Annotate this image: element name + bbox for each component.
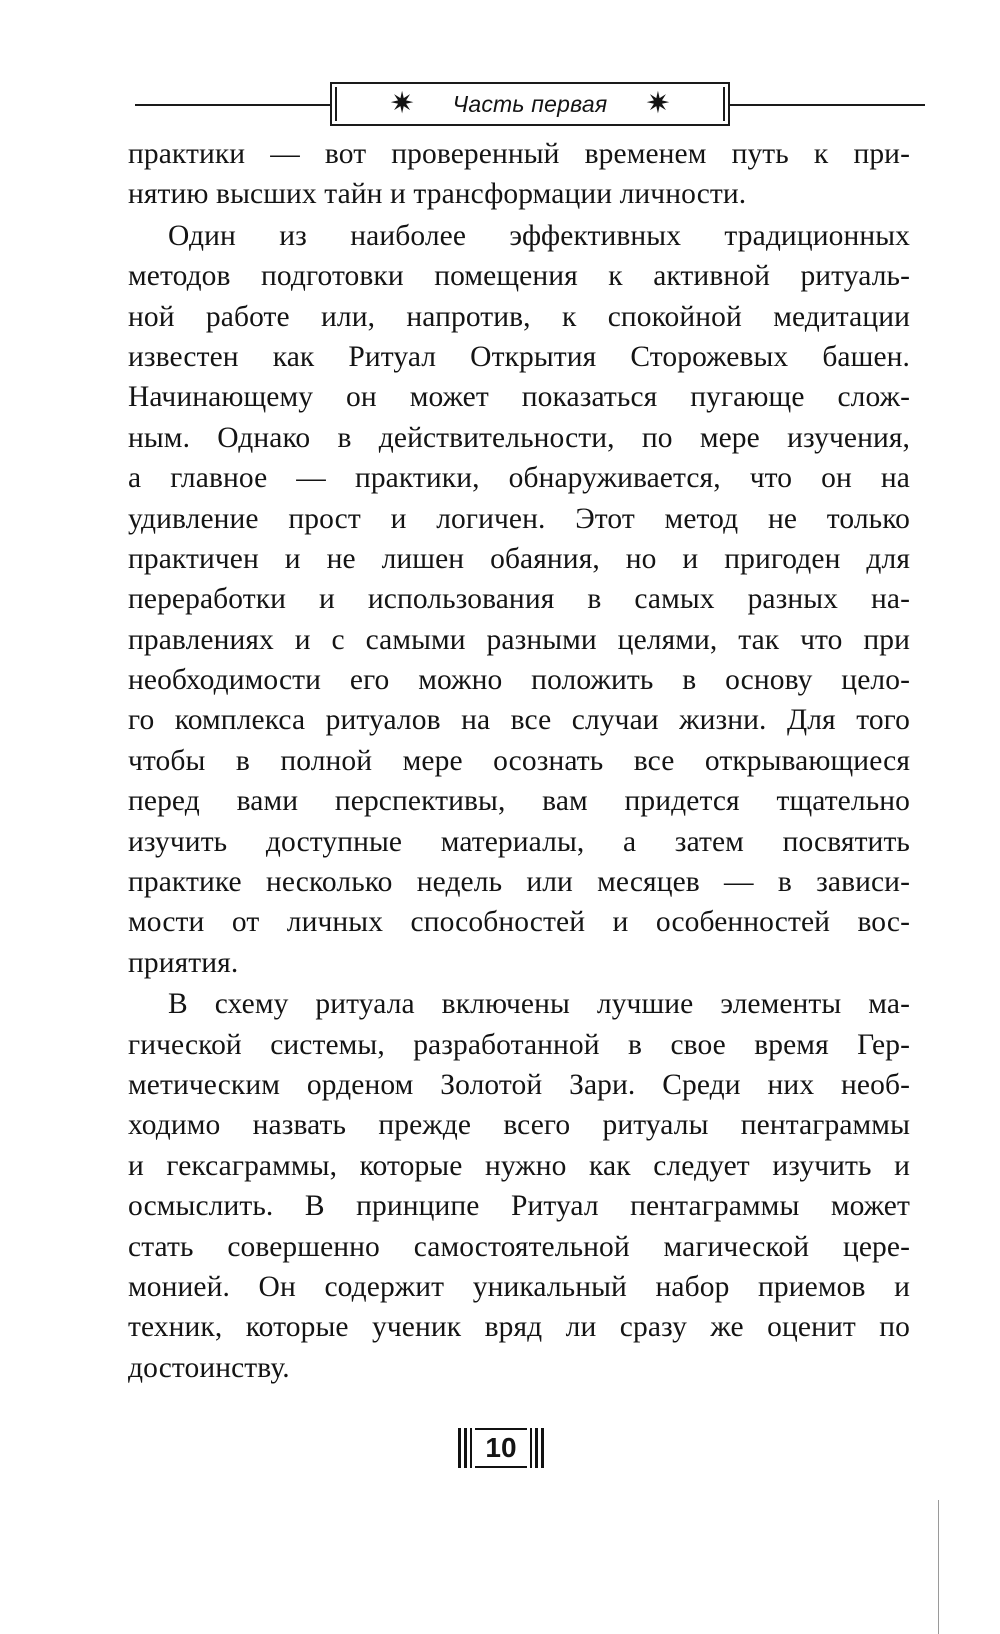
running-header [135, 82, 925, 128]
text-line: методов подготовки помещения к активной ритуаль- [128, 260, 910, 293]
star-ornament-icon: ✷ [645, 86, 671, 121]
text-line: необходимости его можно положить в основу цело- [128, 664, 910, 697]
text-line: практичен и не лишен обаяния, но и пригоден для [128, 542, 910, 575]
text-line: метическим орденом Золотой Зари. Среди них необ- [128, 1068, 910, 1101]
text-line: и гексаграммы, которые нужно как следует изучить и [128, 1149, 910, 1182]
text-line: нятию высших тайн и трансформации личности. [128, 178, 747, 211]
text-line: осмыслить. В принципе Ритуал пентаграммы может [128, 1190, 910, 1223]
header-frame [330, 82, 730, 126]
section-title: Часть первая [452, 90, 608, 117]
page-number-frame [475, 1428, 527, 1468]
text-line: удивление прост и логичен. Этот метод не только [128, 502, 910, 535]
text-line: перед вами перспективы, вам придется тщательно [128, 785, 910, 818]
text-line: приятия. [128, 946, 239, 979]
text-line: ходимо назвать прежде всего ритуалы пентаграммы [128, 1109, 910, 1142]
text-line: мости от личных способностей и особенностей вос- [128, 906, 910, 939]
text-line: практики — вот проверенный временем путь к при- [128, 138, 910, 170]
text-line: ной работе или, напротив, к спокойной медитации [128, 300, 910, 333]
header-rule-right [730, 104, 925, 106]
text-line: ным. Однако в действительности, по мере изучения, [128, 421, 910, 454]
text-line: переработки и использования в самых разных на- [128, 583, 910, 616]
text-line: го комплекса ритуалов на все случаи жизни. Для того [128, 704, 910, 737]
text-line: а главное — практики, обнаруживается, что он на [128, 462, 910, 495]
star-ornament-icon: ✷ [389, 86, 415, 121]
text-line: В схему ритуала включены лучшие элементы ма- [168, 988, 910, 1021]
text-line: Начинающему он может показаться пугающе слож- [128, 381, 910, 414]
text-line: изучить доступные материалы, а затем посвятить [128, 825, 910, 858]
text-line: Один из наиболее эффективных традиционных [168, 219, 910, 252]
page-number: 10 [485, 1432, 517, 1463]
text-line: монией. Он содержит уникальный набор приемов и [128, 1270, 910, 1303]
header-rule-left [135, 104, 330, 106]
text-line: практике несколько недель или месяцев — в зависи- [128, 866, 910, 899]
text-line: достоинству. [128, 1351, 290, 1384]
text-line: чтобы в полной мере осознать все открывающиеся [128, 744, 910, 777]
scan-edge-line [938, 1500, 939, 1634]
text-line: известен как Ритуал Открытия Сторожевых башен. [128, 340, 910, 373]
page-number-box [458, 1428, 544, 1468]
text-line: техник, которые ученик вряд ли сразу же оценит по [128, 1311, 910, 1344]
text-line: гической системы, разработанной в свое время Гер- [128, 1028, 910, 1061]
body-text [128, 134, 910, 1388]
text-line: правлениях и с самыми разными целями, так что при [128, 623, 910, 656]
text-line: стать совершенно самостоятельной магической цере- [128, 1230, 910, 1263]
